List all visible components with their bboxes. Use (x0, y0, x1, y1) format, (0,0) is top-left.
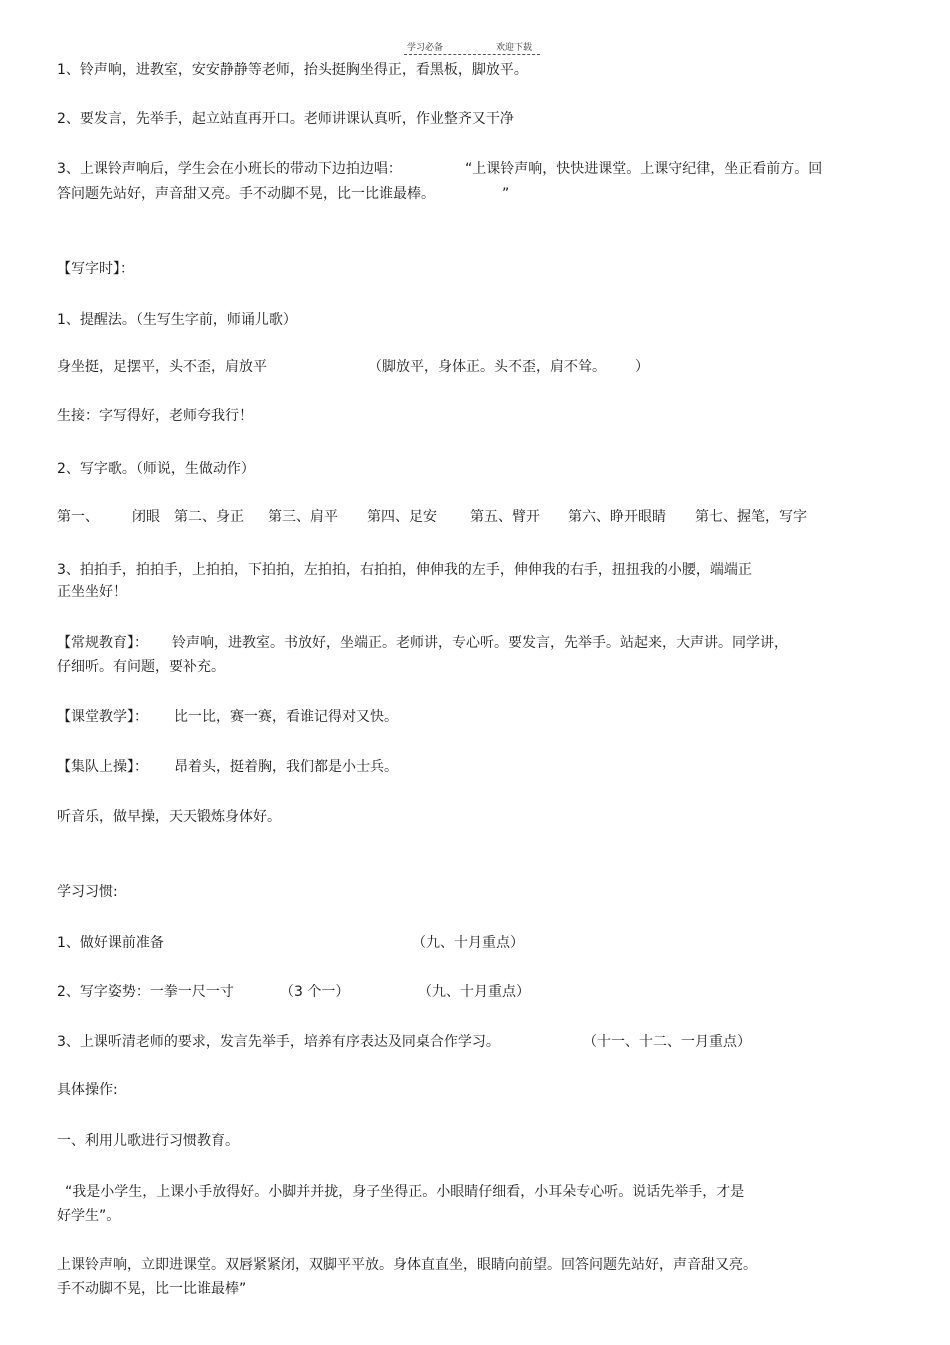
rule-line-3-intro: 3、上课铃声响后，学生会在小班长的带动下边拍边唱： (57, 161, 402, 177)
routine-education-cont: 仔细听。有问题，要补充。 (57, 659, 225, 675)
habit-2-note: （3 个一） (280, 984, 350, 1000)
writing-song-steps (57, 507, 937, 527)
morning-exercise-line: 听音乐，做早操，天天锻炼身体好。 (57, 809, 281, 825)
writing-method-3-cont: 正坐坐好！ (57, 584, 127, 600)
habit-2-text: 2、写字姿势：一拳一尺一寸 (57, 984, 234, 1000)
writing-rhyme-response: （脚放平，身体正。头不歪，肩不耸。 (368, 359, 606, 375)
study-habits-title: 学习习惯: (57, 884, 118, 900)
habit-2-focus: （九、十月重点） (418, 984, 530, 1000)
rule-line-3-song-cont: 答问题先站好，声音甜又亮。手不动脚不晃，比一比谁最棒。 (57, 186, 435, 202)
writing-step: 第六、睁开眼睛 (568, 509, 666, 525)
routine-education-label: 【常规教育】： (57, 635, 148, 651)
habit-3-text: 3、上课听清老师的要求，发言先举手，培养有序表达及同桌合作学习。 (57, 1034, 500, 1050)
writing-method-2: 2、写字歌。（师说，生做动作） (57, 461, 255, 477)
rule-line-3-cont (57, 184, 937, 204)
classroom-teaching-text: 比一比，赛一赛，看谁记得对又快。 (174, 709, 398, 725)
operation-1: 一、利用儿歌进行习惯教育。 (57, 1133, 239, 1149)
habit-1-text: 1、做好课前准备 (57, 935, 164, 951)
class-bell-rhyme-cont: 手不动脚不晃，比一比谁最棒” (57, 1281, 247, 1297)
page-header (404, 38, 540, 55)
classroom-teaching-label: 【课堂教学】： (57, 709, 148, 725)
writing-step: 第一、 (57, 509, 99, 525)
habit-1-focus: （九、十月重点） (412, 935, 524, 951)
writing-step: 第五、臂开 (470, 509, 540, 525)
class-bell-rhyme: 上课铃声响，立即进课堂。双唇紧紧闭，双脚平平放。身体直直坐，眼睛向前望。回答问题先站好，声音甜又亮。 (57, 1257, 757, 1273)
rule-line-1: 1、铃声响，进教室，安安静静等老师，抬头挺胸坐得正，看黑板，脚放平。 (57, 62, 528, 78)
header-right-text: 欢迎下载 (496, 43, 533, 53)
rule-line-3-song: “上课铃声响，快快进课堂。上课守纪律，坐正看前方。回 (465, 161, 823, 177)
writing-rhyme-teacher: 身坐挺，足摆平，头不歪，肩放平 (57, 359, 267, 375)
writing-rhyme (57, 357, 937, 377)
writing-method-3: 3、拍拍手，拍拍手，上拍拍，下拍拍，左拍拍，右拍拍，伸伸我的左手，伸伸我的右手，扭扭我的小腰，端端正 (57, 562, 752, 578)
routine-education (57, 633, 937, 653)
rule-line-2: 2、要发言，先举手，起立站直再开口。老师讲课认真听，作业整齐又干净 (57, 111, 514, 127)
header-left-text: 学习必备 (407, 43, 444, 53)
habit-3-focus: （十一、十二、一月重点） (583, 1034, 751, 1050)
routine-education-text: 铃声响，进教室。书放好，坐端正。老师讲，专心听。要发言，先举手。站起来，大声讲。同学讲， (172, 635, 788, 651)
writing-step: 第三、肩平 (268, 509, 338, 525)
operation-title: 具体操作: (57, 1082, 118, 1098)
writing-method-1: 1、提醒法。（生写生字前，师诵儿歌） (57, 312, 297, 328)
rule-line-3 (57, 159, 937, 179)
line-up-exercise-label: 【集队上操】： (57, 759, 148, 775)
writing-step: 第七、握笔，写字 (695, 509, 807, 525)
habit-2 (57, 982, 937, 1002)
writing-section-title: 【写字时】： (57, 261, 134, 277)
writing-rhyme-close: ） (635, 359, 649, 375)
writing-step: 第二、身正 (174, 509, 244, 525)
rule-line-3-quote-close: ” (502, 186, 510, 202)
writing-step: 第四、足安 (367, 509, 437, 525)
student-rhyme-cont: 好学生”。 (57, 1208, 121, 1224)
line-up-exercise (57, 757, 937, 777)
student-rhyme: “我是小学生，上课小手放得好。小脚并并拢，身子坐得正。小眼睛仔细看，小耳朵专心听。说话先举手，才是 (65, 1184, 745, 1200)
habit-1 (57, 933, 937, 953)
writing-student-reply: 生接：字写得好，老师夸我行！ (57, 408, 253, 424)
classroom-teaching (57, 707, 937, 727)
habit-3 (57, 1032, 937, 1052)
line-up-exercise-text: 昂着头，挺着胸，我们都是小士兵。 (174, 759, 398, 775)
writing-step: 闭眼 (132, 509, 160, 525)
